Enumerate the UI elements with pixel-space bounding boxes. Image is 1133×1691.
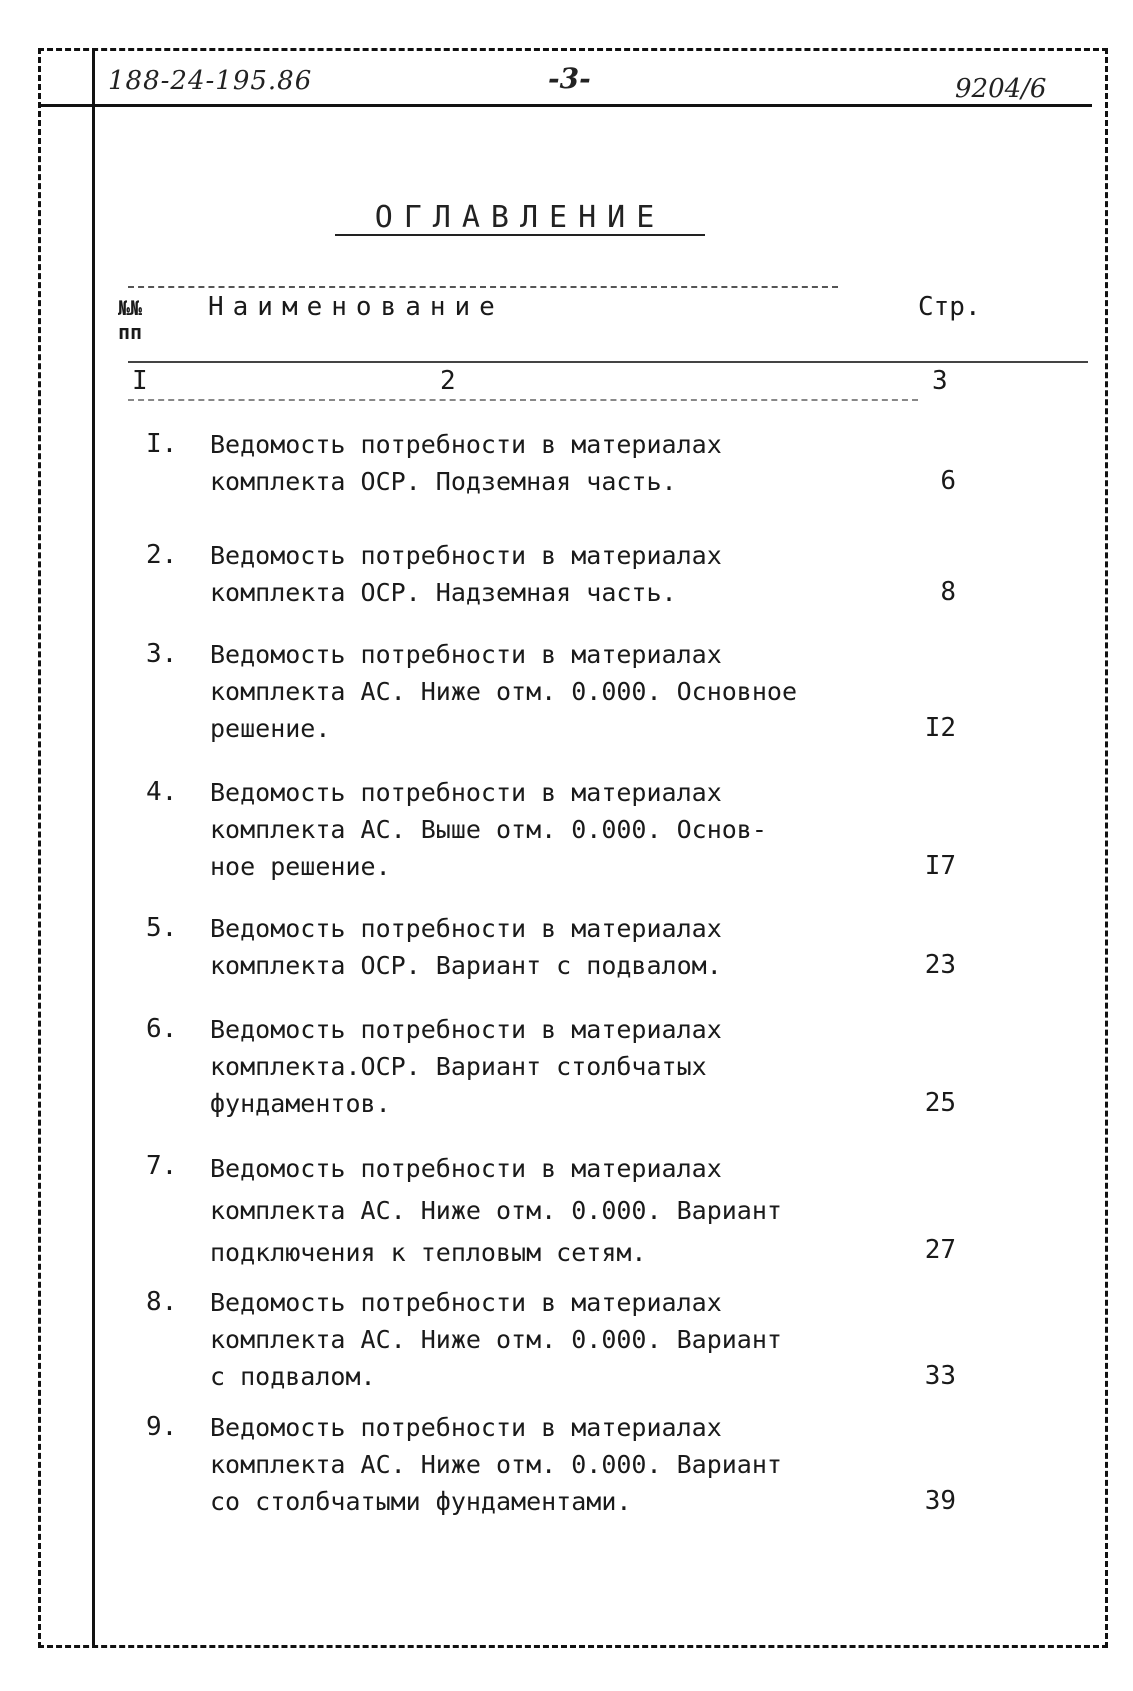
toc-entry-number: 2. <box>146 540 178 570</box>
toc-entry-page: 39 <box>924 1486 956 1516</box>
toc-entry-number: I. <box>146 429 178 459</box>
toc-entry-number: 4. <box>146 777 178 807</box>
column-header-number: №№ пп <box>118 296 143 344</box>
toc-entry-page: I7 <box>924 851 956 881</box>
table-top-rule <box>128 286 838 288</box>
toc-entry-page: 27 <box>924 1235 956 1265</box>
toc-entry-number: 5. <box>146 913 178 943</box>
column-index-1: I <box>132 366 148 396</box>
toc-entry-number: 7. <box>146 1151 178 1181</box>
column-index-2: 2 <box>440 366 456 396</box>
toc-entry-page: I2 <box>924 713 956 743</box>
inventory-number: 9204/6 <box>955 74 1047 104</box>
column-index-3: 3 <box>932 366 948 396</box>
column-header-page: Стр. <box>918 292 981 322</box>
page-title: ОГЛАВЛЕНИЕ <box>374 200 666 235</box>
title-underline <box>335 234 705 236</box>
toc-entry-title: Ведомость потребности в материалах комплекта.ОСР. Вариант столбчатых фундаментов. <box>210 1015 722 1118</box>
index-row-rule <box>128 399 918 401</box>
toc-entry-page: 23 <box>924 950 956 980</box>
toc-entry-number: 9. <box>146 1412 178 1442</box>
toc-entry-title: Ведомость потребности в материалах комплекта ОСР. Вариант с подвалом. <box>210 914 722 980</box>
column-header-name: Наименование <box>208 292 504 322</box>
toc-entry-title: Ведомость потребности в материалах комплекта АС. Ниже отм. 0.000. Основное решение. <box>210 640 797 743</box>
toc-entry-title: Ведомость потребности в материалах комплекта АС. Ниже отм. 0.000. Вариант со столбчатыми фундаментами. <box>210 1413 782 1516</box>
toc-entry-title: Ведомость потребности в материалах комплекта АС. Выше отм. 0.000. Основ- ное решение. <box>210 778 767 881</box>
toc-entry-title: Ведомость потребности в материалах комплекта АС. Ниже отм. 0.000. Вариант с подвалом. <box>210 1288 782 1391</box>
toc-entry-number: 6. <box>146 1014 178 1044</box>
toc-entry-number: 8. <box>146 1287 178 1317</box>
toc-entry-page: 6 <box>940 466 956 496</box>
toc-entry-title: Ведомость потребности в материалах комплекта ОСР. Подземная часть. <box>210 430 722 496</box>
header-bottom-rule <box>128 361 1088 363</box>
page-number: -3- <box>548 62 591 95</box>
toc-entry-number: 3. <box>146 639 178 669</box>
toc-entry-page: 33 <box>924 1361 956 1391</box>
document-code: 188-24-195.86 <box>108 66 313 96</box>
toc-entry-title: Ведомость потребности в материалах комплекта ОСР. Надземная часть. <box>210 541 722 607</box>
header-rule <box>38 104 1092 107</box>
toc-entry-page: 25 <box>924 1088 956 1118</box>
toc-entry-page: 8 <box>940 577 956 607</box>
toc-entry-title: Ведомость потребности в материалах комплекта АС. Ниже отм. 0.000. Вариант подключения к тепловым сетям. <box>210 1154 782 1267</box>
